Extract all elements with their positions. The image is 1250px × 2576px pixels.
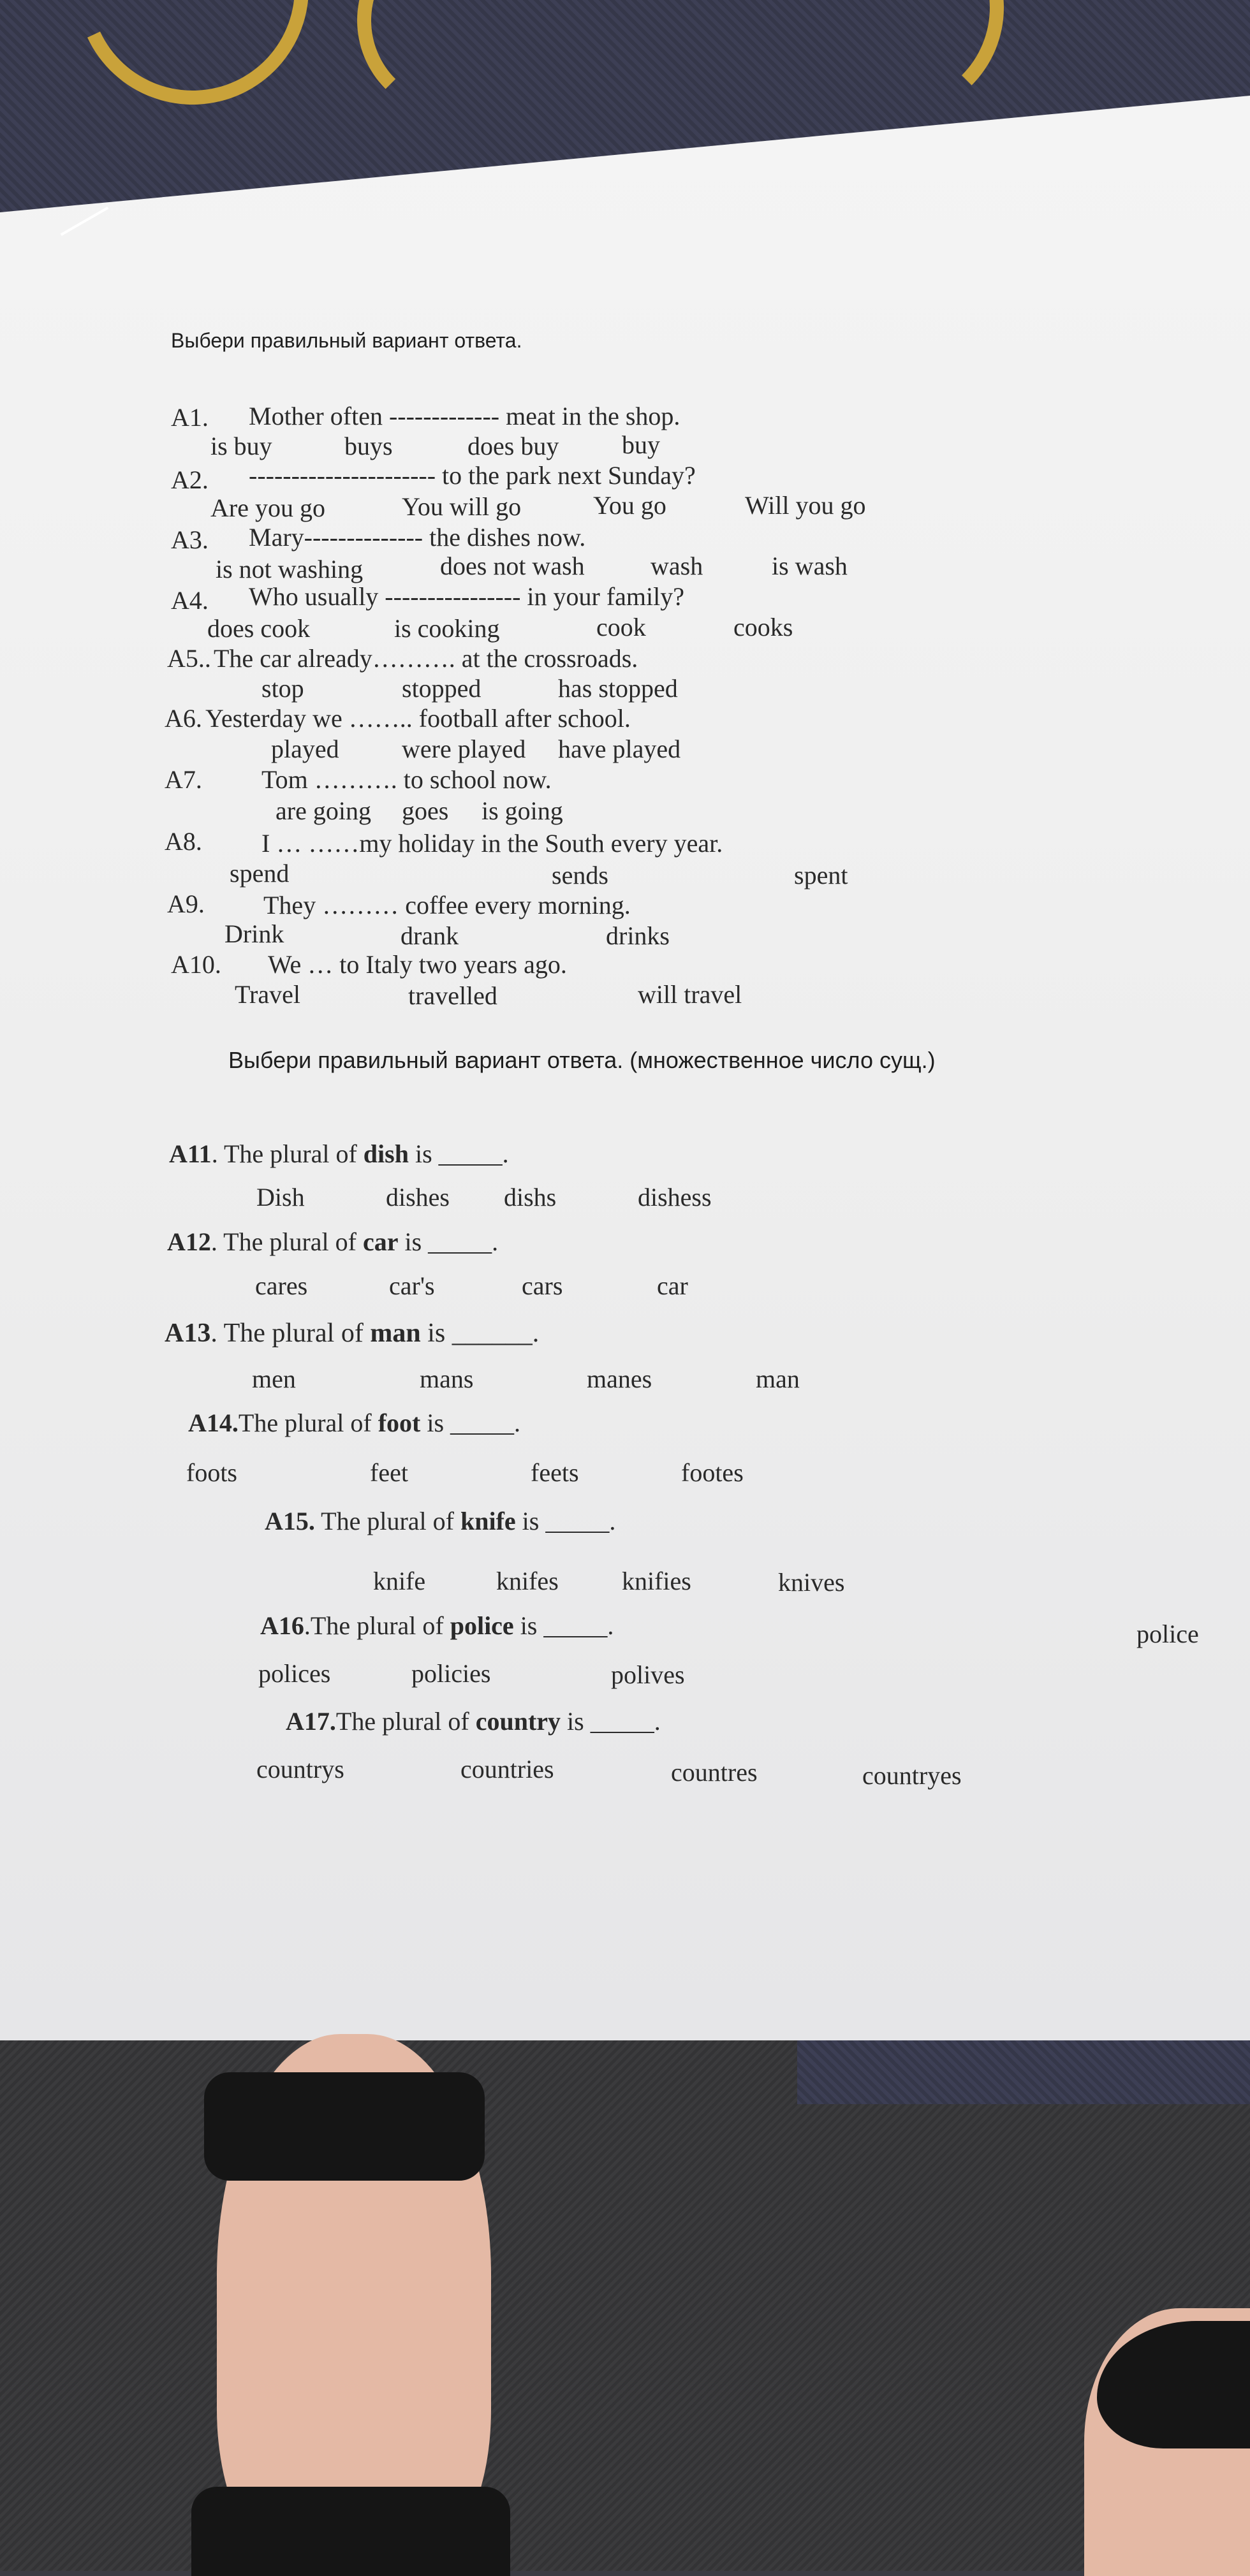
answer-option[interactable]: manes (587, 1365, 652, 1393)
answer-option[interactable]: wash (651, 552, 703, 580)
answer-option[interactable]: dishes (386, 1183, 450, 1211)
question-stem: Tom ………. to school now. (261, 765, 552, 794)
question-number: A10. (171, 950, 221, 979)
answer-option[interactable]: drinks (606, 921, 670, 950)
plural-question (188, 1410, 520, 1436)
question-number: A16 (260, 1611, 304, 1640)
answer-option[interactable]: sends (552, 861, 608, 889)
answer-option[interactable]: car's (389, 1271, 435, 1300)
question-blank: is _____. (408, 1139, 509, 1168)
answer-option[interactable]: men (252, 1365, 296, 1393)
answer-option[interactable]: mans (420, 1365, 474, 1393)
answer-option[interactable]: foots (186, 1458, 237, 1487)
answer-option[interactable]: spend (230, 859, 290, 888)
question-number: A11 (169, 1139, 212, 1168)
answer-option[interactable]: feets (531, 1458, 579, 1487)
sandal-strap (191, 2487, 510, 2576)
plural-question (265, 1509, 615, 1534)
answer-option[interactable]: polives (611, 1660, 685, 1689)
question-word: police (450, 1611, 514, 1640)
plural-question (169, 1141, 509, 1167)
answer-option[interactable]: is going (482, 796, 563, 825)
answer-option[interactable]: knifes (496, 1567, 559, 1595)
answer-option[interactable]: footes (681, 1458, 744, 1487)
question-blank: is ______. (420, 1319, 540, 1348)
question-blank: is _____. (398, 1227, 499, 1256)
plural-question (286, 1709, 661, 1734)
answer-option[interactable]: countrys (256, 1755, 344, 1783)
answer-option[interactable]: stop (261, 674, 304, 703)
question-word: car (362, 1227, 399, 1256)
section-heading-2: Выбери правильный вариант ответа. (множественное число сущ.) (228, 1047, 936, 1073)
plural-question (167, 1229, 498, 1255)
question-number: A7. (165, 765, 202, 794)
answer-option[interactable]: are going (276, 796, 371, 825)
sandal-strap (204, 2072, 485, 2181)
answer-option[interactable]: is wash (772, 552, 848, 580)
section-heading-1: Выбери правильный вариант ответа. (171, 329, 522, 352)
answer-option[interactable]: Dish (256, 1183, 305, 1211)
answer-option[interactable]: You will go (402, 492, 522, 521)
answer-option[interactable]: cook (596, 613, 646, 641)
question-word: knife (460, 1507, 516, 1535)
answer-option[interactable]: were played (402, 735, 526, 763)
question-number: A5.. (167, 644, 211, 673)
question-stem: Yesterday we …….. football after school. (205, 704, 631, 733)
question-stem: They ……… coffee every morning. (263, 891, 631, 919)
answer-option[interactable]: countries (460, 1755, 554, 1783)
question-blank: is _____. (513, 1611, 614, 1640)
question-number: A9. (167, 889, 205, 918)
answer-option[interactable]: is buy (210, 432, 272, 460)
answer-option[interactable]: played (271, 735, 339, 763)
question-text: . The plural of (211, 1139, 364, 1168)
answer-option[interactable]: stopped (402, 674, 482, 703)
question-number: A12 (167, 1227, 211, 1256)
carpet-pattern (44, 0, 342, 137)
question-word: foot (378, 1409, 421, 1437)
question-stem: I … ……my holiday in the South every year. (261, 829, 723, 858)
answer-option[interactable]: Travel (235, 980, 300, 1009)
answer-option[interactable]: will travel (638, 980, 742, 1009)
plural-question (165, 1320, 539, 1347)
question-text: The plural of (314, 1507, 460, 1535)
question-text: The plural of (335, 1707, 476, 1736)
answer-option[interactable]: spent (794, 861, 848, 889)
answer-option[interactable]: have played (558, 735, 681, 763)
answer-option[interactable]: buys (344, 432, 393, 460)
answer-option[interactable]: feet (370, 1458, 408, 1487)
question-text: . The plural of (210, 1319, 371, 1348)
question-blank: is _____. (420, 1409, 521, 1437)
answer-option[interactable]: Drink (224, 919, 284, 948)
question-text: The plural of (238, 1409, 378, 1437)
question-number: A4. (171, 586, 209, 615)
answer-option[interactable]: travelled (408, 981, 497, 1010)
answer-option[interactable]: Will you go (745, 491, 866, 520)
answer-option[interactable]: Are you go (210, 494, 325, 522)
answer-option[interactable]: countres (671, 1758, 758, 1787)
answer-option[interactable]: cooks (733, 613, 793, 641)
question-number: A13 (165, 1319, 211, 1348)
question-number: A6. (165, 704, 202, 733)
question-number: A17. (286, 1707, 336, 1736)
question-word: country (475, 1707, 561, 1736)
plural-question (260, 1613, 614, 1639)
answer-option[interactable]: does buy (467, 432, 559, 460)
answer-option[interactable]: is cooking (394, 614, 500, 643)
question-number: A8. (165, 827, 202, 856)
answer-option[interactable]: knifies (622, 1567, 691, 1595)
answer-option[interactable]: countryes (862, 1761, 962, 1790)
answer-option[interactable]: dishess (638, 1183, 712, 1211)
question-word: dish (363, 1139, 409, 1168)
question-number: A15. (265, 1507, 315, 1535)
question-number: A1. (171, 403, 209, 432)
answer-option[interactable]: knives (778, 1568, 845, 1597)
background-floor (0, 2028, 1250, 2571)
answer-option[interactable]: cares (255, 1271, 308, 1300)
answer-option[interactable]: police (1136, 1620, 1199, 1648)
question-stem: ---------------------- to the park next Sunday? (249, 461, 696, 490)
question-stem: We … to Italy two years ago. (268, 950, 567, 979)
answer-option[interactable]: does not wash (440, 552, 585, 580)
answer-option[interactable]: knife (373, 1567, 426, 1595)
answer-option[interactable]: polices (258, 1659, 331, 1688)
answer-option[interactable]: has stopped (558, 674, 678, 703)
answer-option[interactable]: is not washing (216, 555, 364, 583)
answer-option[interactable]: dishs (504, 1183, 557, 1211)
question-stem: Mother often ------------- meat in the shop. (249, 402, 680, 430)
answer-option[interactable]: You go (593, 491, 666, 520)
answer-option[interactable]: man (756, 1365, 800, 1393)
question-word: man (370, 1319, 421, 1348)
answer-option[interactable]: drank (401, 921, 459, 950)
answer-option[interactable]: goes (402, 796, 449, 825)
question-blank: is _____. (515, 1507, 616, 1535)
question-stem: Mary-------------- the dishes now. (249, 523, 586, 552)
question-text: .The plural of (304, 1611, 450, 1640)
carpet-pattern (357, 0, 551, 117)
answer-option[interactable]: does cook (207, 614, 311, 643)
question-text: . The plural of (210, 1227, 363, 1256)
carpet-pattern (784, 0, 1004, 117)
question-stem: Who usually ---------------- in your family? (249, 582, 685, 611)
question-blank: is _____. (561, 1707, 661, 1736)
question-stem: The car already………. at the crossroads. (214, 644, 638, 673)
answer-option[interactable]: buy (622, 430, 660, 459)
question-number: A3. (171, 525, 209, 554)
answer-option[interactable]: car (657, 1271, 688, 1300)
question-number: A14. (188, 1409, 239, 1437)
question-number: A2. (171, 465, 209, 494)
answer-option[interactable]: cars (522, 1271, 563, 1300)
answer-option[interactable]: policies (411, 1659, 491, 1688)
